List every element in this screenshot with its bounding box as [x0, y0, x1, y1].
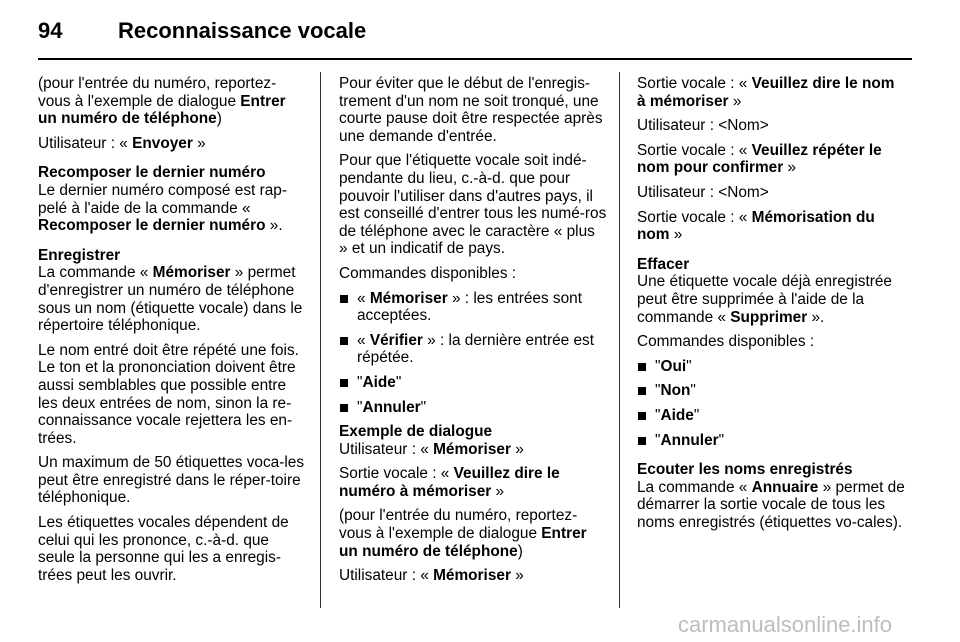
- paragraph: Une étiquette vocale déjà enregistrée peut être supprimée à l'aide de la commande « Supprimer ».: [637, 273, 892, 326]
- bullet-square-icon: [340, 295, 348, 303]
- bullet-square-icon: [638, 363, 646, 371]
- column-1: [38, 75, 306, 591]
- list-item: « Vérifier » : la dernière entrée est répétée.: [339, 332, 607, 367]
- paragraph: Utilisateur : « Mémoriser »: [339, 567, 524, 585]
- section-heading: Recomposer le dernier numéro: [38, 164, 266, 182]
- section-heading: Ecouter les noms enregistrés: [637, 461, 853, 479]
- bullet-square-icon: [340, 337, 348, 345]
- paragraph: Sortie vocale : « Veuillez dire le numéro à mémoriser »: [339, 465, 560, 500]
- paragraph: Utilisateur : « Envoyer »: [38, 134, 206, 152]
- paragraph: Un maximum de 50 étiquettes voca-les peut être enregistré dans le réper-toire téléphonique.: [38, 454, 305, 507]
- section-heading: Effacer: [637, 255, 690, 273]
- header-rule: [38, 58, 912, 60]
- paragraph: Les étiquettes vocales dépendent de celui qui les prononce, c.-à-d. que seule la personne qui les a enregis-trées peut les ouvrir.: [38, 514, 289, 584]
- bullet-square-icon: [638, 437, 646, 445]
- paragraph: La commande « Mémoriser » permet d'enregistrer un numéro de téléphone sous un nom (étiquette vocale) dans le répertoire téléphonique.: [38, 264, 303, 335]
- list-item: "Non": [637, 382, 905, 400]
- column-3: [637, 75, 905, 538]
- paragraph: Sortie vocale : « Veuillez dire le nom à mémoriser »: [637, 75, 895, 110]
- bullet-square-icon: [340, 379, 348, 387]
- page-number: 94: [38, 18, 63, 43]
- bullet-square-icon: [340, 404, 348, 412]
- paragraph: Le nom entré doit être répété une fois. Le ton et la prononciation doivent être aussi semblables que possible entre les deux entrées de nom, sinon la re-connaissance vocale rejettera les en-trées.: [38, 341, 299, 447]
- section-heading: Exemple de dialogue: [339, 423, 493, 441]
- bullet-square-icon: [638, 412, 646, 420]
- paragraph: Utilisateur : <Nom>: [637, 117, 769, 135]
- paragraph: Le dernier numéro composé est rap-pelé à l'aide de la commande « Recomposer le dernier numéro ».: [38, 181, 287, 235]
- paragraph: Pour que l'étiquette vocale soit indé-pendante du lieu, c.-à-d. que pour pouvoir l'utiliser dans d'autres pays, il est conseillé d'entrer tous les numé-ros de téléphone avec le caractère « plus » et un indicatif de pays.: [339, 152, 607, 258]
- paragraph: La commande « Annuaire » permet de démarrer la sortie vocale de tous les noms enregistrés (étiquettes vo-cales).: [637, 478, 905, 531]
- paragraph: Utilisateur : <Nom>: [637, 183, 769, 201]
- page-title: Reconnaissance vocale: [118, 18, 367, 43]
- column-divider-2: [619, 72, 620, 608]
- paragraph: Pour éviter que le début de l'enregis-trement d'un nom ne soit tronqué, une courte pause doit être respectée après une demande d'entrée.: [339, 75, 603, 145]
- paragraph: Sortie vocale : « Veuillez répéter le nom pour confirmer »: [637, 141, 882, 177]
- list-item: « Mémoriser » : les entrées sont acceptées.: [339, 290, 607, 325]
- paragraph: Commandes disponibles :: [339, 264, 517, 282]
- paragraph: Sortie vocale : « Mémorisation du nom »: [637, 208, 875, 244]
- list-item: "Annuler": [339, 399, 607, 417]
- column-2: [339, 75, 607, 592]
- paragraph: Commandes disponibles :: [637, 333, 815, 351]
- list-item: "Aide": [339, 374, 607, 392]
- list-item: "Aide": [637, 407, 905, 425]
- column-divider-1: [320, 72, 321, 608]
- paragraph: Utilisateur : « Mémoriser »: [339, 440, 524, 458]
- list-item: "Oui": [637, 358, 905, 376]
- paragraph: (pour l'entrée du numéro, reportez-vous à l'exemple de dialogue Entrer un numéro de téléphone): [339, 507, 587, 560]
- section-heading: Enregistrer: [38, 246, 121, 264]
- list-item: "Annuler": [637, 432, 905, 450]
- watermark: carmanualsonline.info: [678, 612, 893, 637]
- paragraph: (pour l'entrée du numéro, reportez-vous à l'exemple de dialogue Entrer un numéro de téléphone): [38, 75, 286, 128]
- bullet-square-icon: [638, 387, 646, 395]
